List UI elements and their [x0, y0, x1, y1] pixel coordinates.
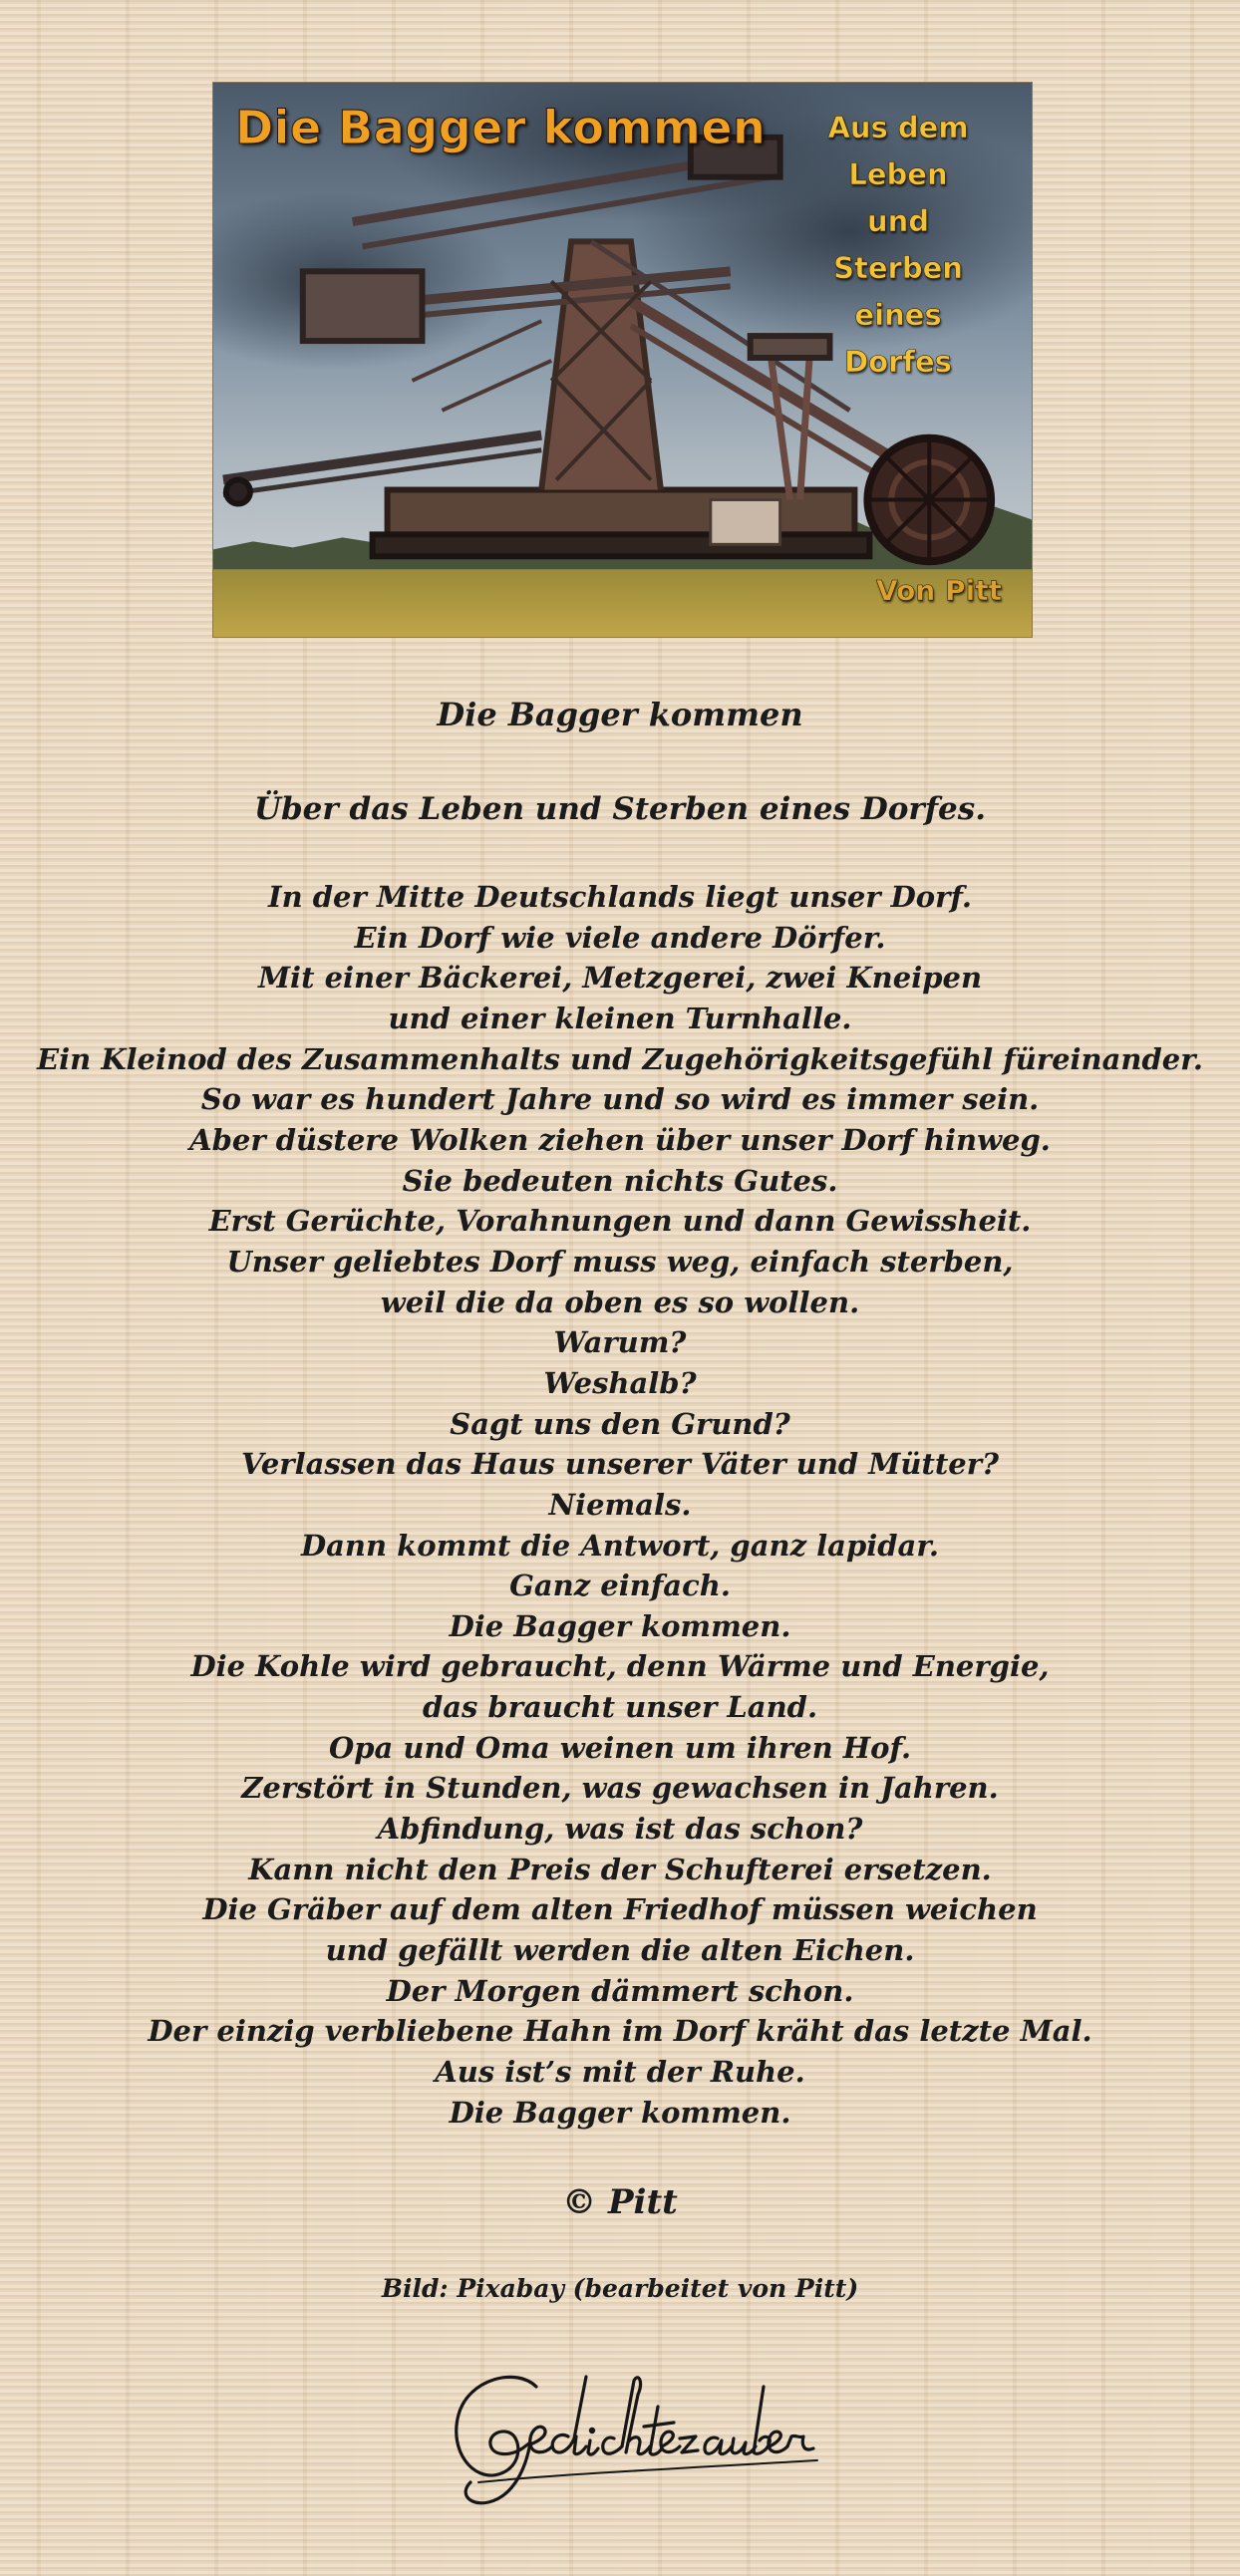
- header-image: [212, 82, 1033, 638]
- poem-line: Opa und Oma weinen um ihren Hof.: [328, 1730, 912, 1765]
- poem-line: Die Kohle wird gebraucht, denn Wärme und Energie,: [190, 1649, 1050, 1684]
- image-credit: Bild: Pixabay (bearbeitet von Pitt): [381, 2274, 859, 2303]
- poem-line: Ein Dorf wie viele andere Dörfer.: [354, 920, 886, 955]
- poem-line: So war es hundert Jahre und so wird es immer sein.: [200, 1082, 1040, 1117]
- header-image-subtitle-line: Sterben: [833, 251, 963, 285]
- header-image-author: Von Pitt: [876, 574, 1002, 607]
- poem-line: weil die da oben es so wollen.: [380, 1285, 860, 1319]
- poem-line: und gefällt werden die alten Eichen.: [325, 1933, 915, 1968]
- signature-logo: [419, 2357, 837, 2506]
- poem-line: Ganz einfach.: [509, 1569, 731, 1603]
- header-image-subtitle-line: und: [866, 204, 930, 238]
- poem-line: Dann kommt die Antwort, ganz lapidar.: [300, 1528, 940, 1563]
- poem-subtitle: Über das Leben und Sterben eines Dorfes.: [253, 791, 987, 827]
- poem-line: das braucht unser Land.: [422, 1690, 818, 1725]
- poem-line: Warum?: [553, 1325, 687, 1360]
- poem-line: Unser geliebtes Dorf muss weg, einfach sterben,: [226, 1244, 1014, 1279]
- poem-line: Die Gräber auf dem alten Friedhof müssen weichen: [202, 1892, 1038, 1927]
- poem-line: Abfindung, was ist das schon?: [377, 1812, 863, 1847]
- header-image-title: Die Bagger kommen: [235, 101, 767, 154]
- header-image-subtitle: [778, 105, 1018, 386]
- poem-title: Die Bagger kommen: [437, 696, 803, 733]
- poem-line: Der Morgen dämmert schon.: [386, 1973, 854, 2008]
- poem-line: Sie bedeuten nichts Gutes.: [402, 1163, 838, 1198]
- poem-line: Verlassen das Haus unserer Väter und Mütter?: [241, 1447, 999, 1482]
- poem-line: Zerstört in Stunden, was gewachsen in Jahren.: [241, 1771, 999, 1806]
- copyright: © Pitt: [562, 2182, 678, 2222]
- header-image-subtitle-line: Aus dem Leben: [827, 111, 969, 191]
- poem-line: Sagt uns den Grund?: [450, 1406, 790, 1441]
- header-image-subtitle-line: Dorfes: [844, 345, 952, 379]
- poem-line: Erst Gerüchte, Vorahnungen und dann Gewissheit.: [208, 1204, 1032, 1239]
- poem-line: Die Bagger kommen.: [449, 1608, 791, 1643]
- poem-line: Mit einer Bäckerei, Metzgerei, zwei Kneipen: [257, 961, 983, 996]
- poem-line: Niemals.: [548, 1487, 692, 1522]
- poem-line: In der Mitte Deutschlands liegt unser Dorf.: [268, 880, 972, 914]
- header-image-subtitle-line: eines: [854, 298, 942, 332]
- poem-line: Ein Kleinod des Zusammenhalts und Zugehörigkeitsgefühl füreinander.: [37, 1041, 1203, 1076]
- poem-line: Aber düstere Wolken ziehen über unser Dorf hinweg.: [189, 1122, 1051, 1157]
- poem-line: Kann nicht den Preis der Schufterei ersetzen.: [248, 1852, 992, 1886]
- poem-body: [0, 877, 1240, 2133]
- poem-line: Der einzig verbliebene Hahn im Dorf kräht das letzte Mal.: [148, 2014, 1092, 2049]
- poem-line: Weshalb?: [543, 1365, 697, 1400]
- poem-line: Die Bagger kommen.: [449, 2095, 791, 2130]
- poem-line: und einer kleinen Turnhalle.: [388, 1001, 852, 1035]
- poem-line: Aus ist’s mit der Ruhe.: [435, 2055, 805, 2090]
